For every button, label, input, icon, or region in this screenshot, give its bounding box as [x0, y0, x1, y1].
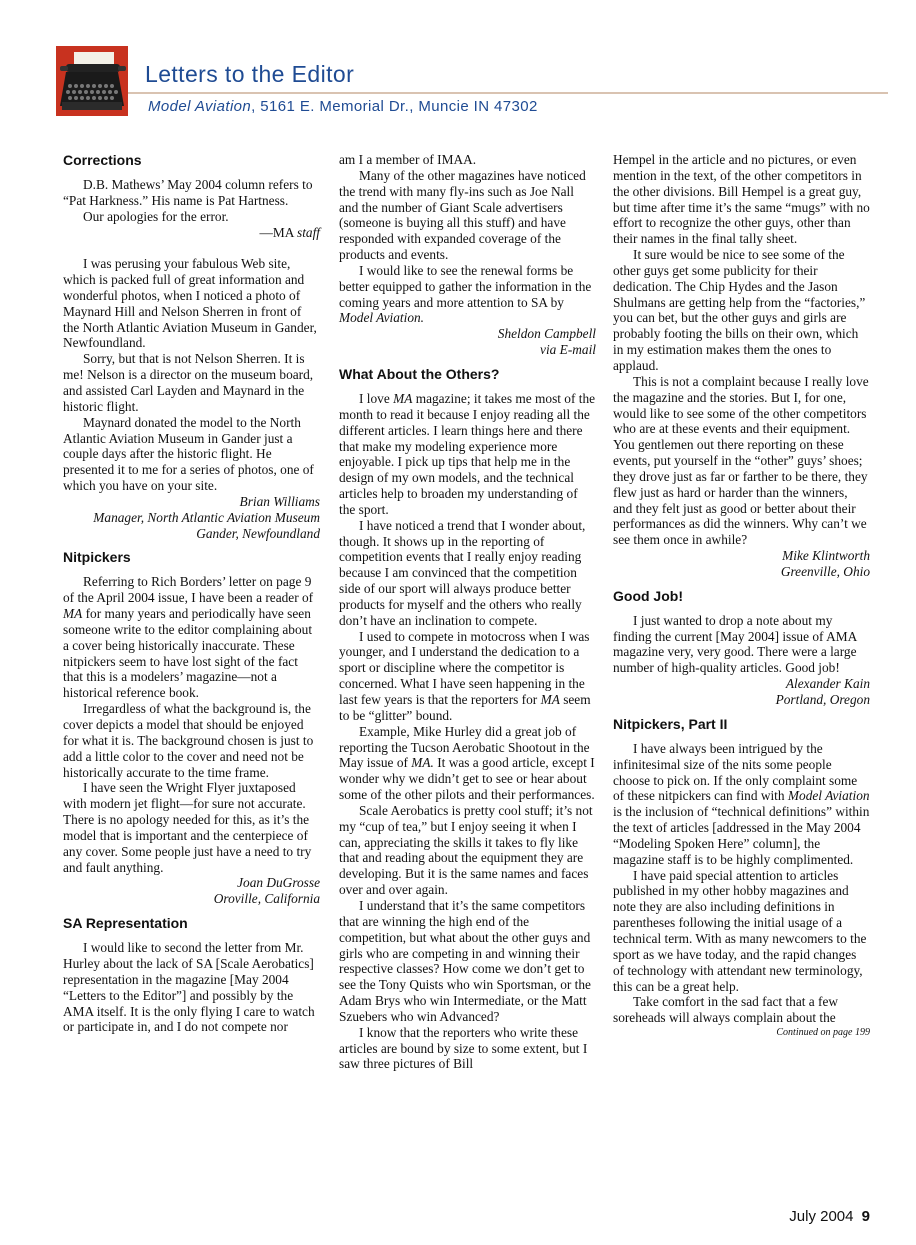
body-paragraph: Many of the other magazines have noticed the trend with many fly-ins such as Joe Nall and the number of Giant Scale advertisers (someone is buying all this stuff) and have responded with expanded coverage of the products and events. [339, 167, 586, 263]
signature-line: Oroville, California [213, 891, 320, 907]
letter-heading: Nitpickers [63, 549, 131, 566]
letter-heading: Good Job! [613, 587, 683, 604]
spacer [63, 932, 320, 940]
body-paragraph: Scale Aerobatics is pretty cool stuff; it’s not my “cup of tea,” but I enjoy seeing it when I can, appreciating the skills it takes to fly like that and reading about the equipment they are developing. But it is the same names and faces over and over again. [339, 802, 593, 898]
signature-line: Greenville, Ohio [780, 563, 870, 579]
body-paragraph: Example, Mike Hurley did a great job of reporting the Tucson Aerobatic Shootout in the May issue of MA. It was a good article, except I wonder why we didn’t get to see or hear about some of the other pilots and their performances. [339, 723, 595, 803]
body-paragraph: I have paid special attention to articles published in my other hobby magazines and note they are also including definitions in parentheses following the initial usage of a technical term. With as many newcomers to the sport as we have today, and the rapid changes of technology with attendant new terminology, this can be a great help. [613, 867, 867, 994]
body-paragraph: It sure would be nice to see some of the other guys get some publicity for their dedication. The Chip Hydes and the Jason Shulmans are getting help from the “factories,” you can bet, but the other guys and girls are probably footing the bills on their own, which in my estimation makes them the ones to applaud. [613, 247, 866, 373]
body-paragraph: I have noticed a trend that I wonder about, though. It shows up in the reporting of competition events that I really enjoy reading because I am convinced that the competition side of our sport will always produce better products for myself and the others who really don’t have an inclination to compete. [339, 517, 586, 628]
letter-heading: What About the Others? [339, 365, 500, 382]
body-paragraph: I used to compete in motocross when I was younger, and I understand the dedication to a sport or discipline where the competitor is concerned. What I have seen happening in the last few years is that the reporters for MA seem to be “glitter” bound. [339, 628, 591, 723]
column-1 [63, 152, 320, 1035]
page-footer [789, 1208, 870, 1225]
masthead-rule [128, 92, 888, 94]
body-paragraph: Maynard donated the model to the North Atlantic Aviation Museum in Gander just a couple days after the historic flight. He presented it to me for a series of photos, one of which you have on your site. [63, 414, 314, 494]
signature-line: Brian Williams [239, 493, 320, 509]
page-number: 9 [861, 1208, 870, 1225]
signature-line: —MA staff [259, 224, 320, 240]
body-paragraph: Our apologies for the error. [83, 208, 229, 224]
spacer [613, 733, 870, 741]
signature-line: Gander, Newfoundland [196, 525, 320, 541]
letter-heading: Nitpickers, Part II [613, 715, 728, 732]
body-paragraph: D.B. Mathews’ May 2004 column refers to “Pat Harkness.” His name is Pat Hartness. [63, 177, 313, 208]
body-paragraph: I understand that it’s the same competitors that are winning the high end of the competition, but what about the other guys and girls who are competing in and winning their respective classes? How come we don’t get to see the Tony Quists who win Sportsman, or the Adam Brys who win Intermediate, or the Matt Szuebers who win Advanced? [339, 897, 591, 1024]
spacer [63, 907, 320, 915]
body-paragraph: I just wanted to drop a note about my finding the current [May 2004] issue of AMA magazine very, very good. There were a large number of high-quality articles. Good job! [613, 612, 857, 676]
letter-heading: SA Representation [63, 915, 188, 932]
spacer [63, 240, 320, 256]
body-paragraph: am I a member of IMAA. [339, 152, 477, 167]
signature-line: Joan DuGrosse [237, 875, 320, 891]
signature-line: Alexander Kain [785, 676, 870, 692]
body-paragraph: I have always been intrigued by the infinitesimal size of the nits some people choose to pick on. If the only complaint some of these nitpickers can find with Model Aviation is the inclusion of “technical definitions” within the text of articles [addressed in the May 2004 “Modeling Spoken Here” column], the magazine staff is to be highly complimented. [613, 740, 870, 867]
spacer [63, 566, 320, 574]
issue-date: July 2004 [789, 1208, 854, 1225]
body-paragraph: Irregardless of what the background is, the cover depicts a model that should be enjoyed for what it is. The background chosen is just to add a little color to the cover and need not be historically accurate to the time frame. [63, 701, 314, 780]
column-3 [613, 152, 870, 1039]
masthead-address [148, 98, 538, 115]
body-paragraph: I have seen the Wright Flyer juxtaposed with modern jet flight—for sure not accurate. There is no apology needed for this, as it’s the model that is important and the centerpiece of any cover. Some people just have a need to try and fault anything. [63, 780, 312, 875]
body-paragraph: Referring to Rich Borders’ letter on page 9 of the April 2004 issue, I have been a reader of MA for many years and periodically have seen someone write to the editor complaining about a cover being historically inaccurate. These nitpickers seem to have lost sight of the fact that this is a modelers’ magazine—not a historical reference book. [63, 574, 314, 701]
body-paragraph: I would like to see the renewal forms be better equipped to gather the information in the coming years and more attention to SA by Model Aviation. [339, 262, 592, 326]
signature-line: Manager, North Atlantic Aviation Museum [93, 509, 320, 525]
body-paragraph: Sorry, but that is not Nelson Sherren. It is me! Nelson is a director on the museum board, and assisted Carl Layden and Maynard in the historic flight. [63, 351, 314, 414]
signature-line: Sheldon Campbell [497, 326, 596, 342]
signature-line: via E-mail [540, 342, 596, 358]
body-paragraph: I would like to second the letter from Mr. Hurley about the lack of SA [Scale Aerobatics] representation in the magazine [May 2004 “Letters to the Editor”] and possibly by the AMA itself. It is the only flying I care to watch or participate in, and I do not compete nor [63, 940, 315, 1035]
column-2 [339, 152, 596, 1072]
typewriter-icon [56, 46, 128, 116]
spacer [339, 358, 596, 366]
spacer [63, 169, 320, 177]
spacer [613, 580, 870, 588]
continued-note: Continued on page 199 [776, 1027, 870, 1039]
publication-name: Model Aviation [148, 98, 252, 115]
body-paragraph: Take comfort in the sad fact that a few soreheads will always complain about the [613, 994, 839, 1026]
body-paragraph: I love MA magazine; it takes me most of the month to read it because I enjoy reading all the different articles. I learn things here and there that make my modeling experience more enjoyable. I pick up tips that help me in the design of my own models, and the technical articles help to broaden my understanding of the sport. [339, 390, 596, 517]
body-paragraph: This is not a complaint because I really love the magazine and the stories. But I, for one, would like to see some of the other competitors who are at these events and their equipment. You gentlemen out there reporting on these events, put yourself in the “other” guys’ shoes; they drove just as far or farther to be there, they flew just as hard or harder than the winners, and they felt just as good or better about their performances as did the winners. Why can’t we see them once in awhile? [613, 373, 869, 548]
page-title: Letters to the Editor [145, 61, 355, 87]
publication-address: , 5161 E. Memorial Dr., Muncie IN 47302 [251, 98, 538, 115]
signature-line: Portland, Oregon [775, 692, 870, 707]
letter-heading: Corrections [63, 152, 142, 168]
body-paragraph: I know that the reporters who write these articles are bound by size to some extent, but I saw three pictures of Bill [339, 1024, 588, 1072]
body-paragraph: I was perusing your fabulous Web site, which is packed full of great information and wonderful photos, when I noticed a photo of Maynard Hill and Nelson Sherren in front of the North Atlantic Aviation Museum in Gander, Newfoundland. [63, 256, 317, 351]
signature-line: Mike Klintworth [782, 548, 870, 564]
spacer [339, 383, 596, 391]
spacer [63, 541, 320, 549]
spacer [613, 708, 870, 716]
body-paragraph: Hempel in the article and no pictures, or even mention in the text, of the other competitors in the other divisions. Bill Hempel is a great guy, but time after time it’s the same “mugs” with no effort to recognize the other guys, other than their names in the final tally sheet. [613, 152, 870, 247]
spacer [613, 605, 870, 613]
